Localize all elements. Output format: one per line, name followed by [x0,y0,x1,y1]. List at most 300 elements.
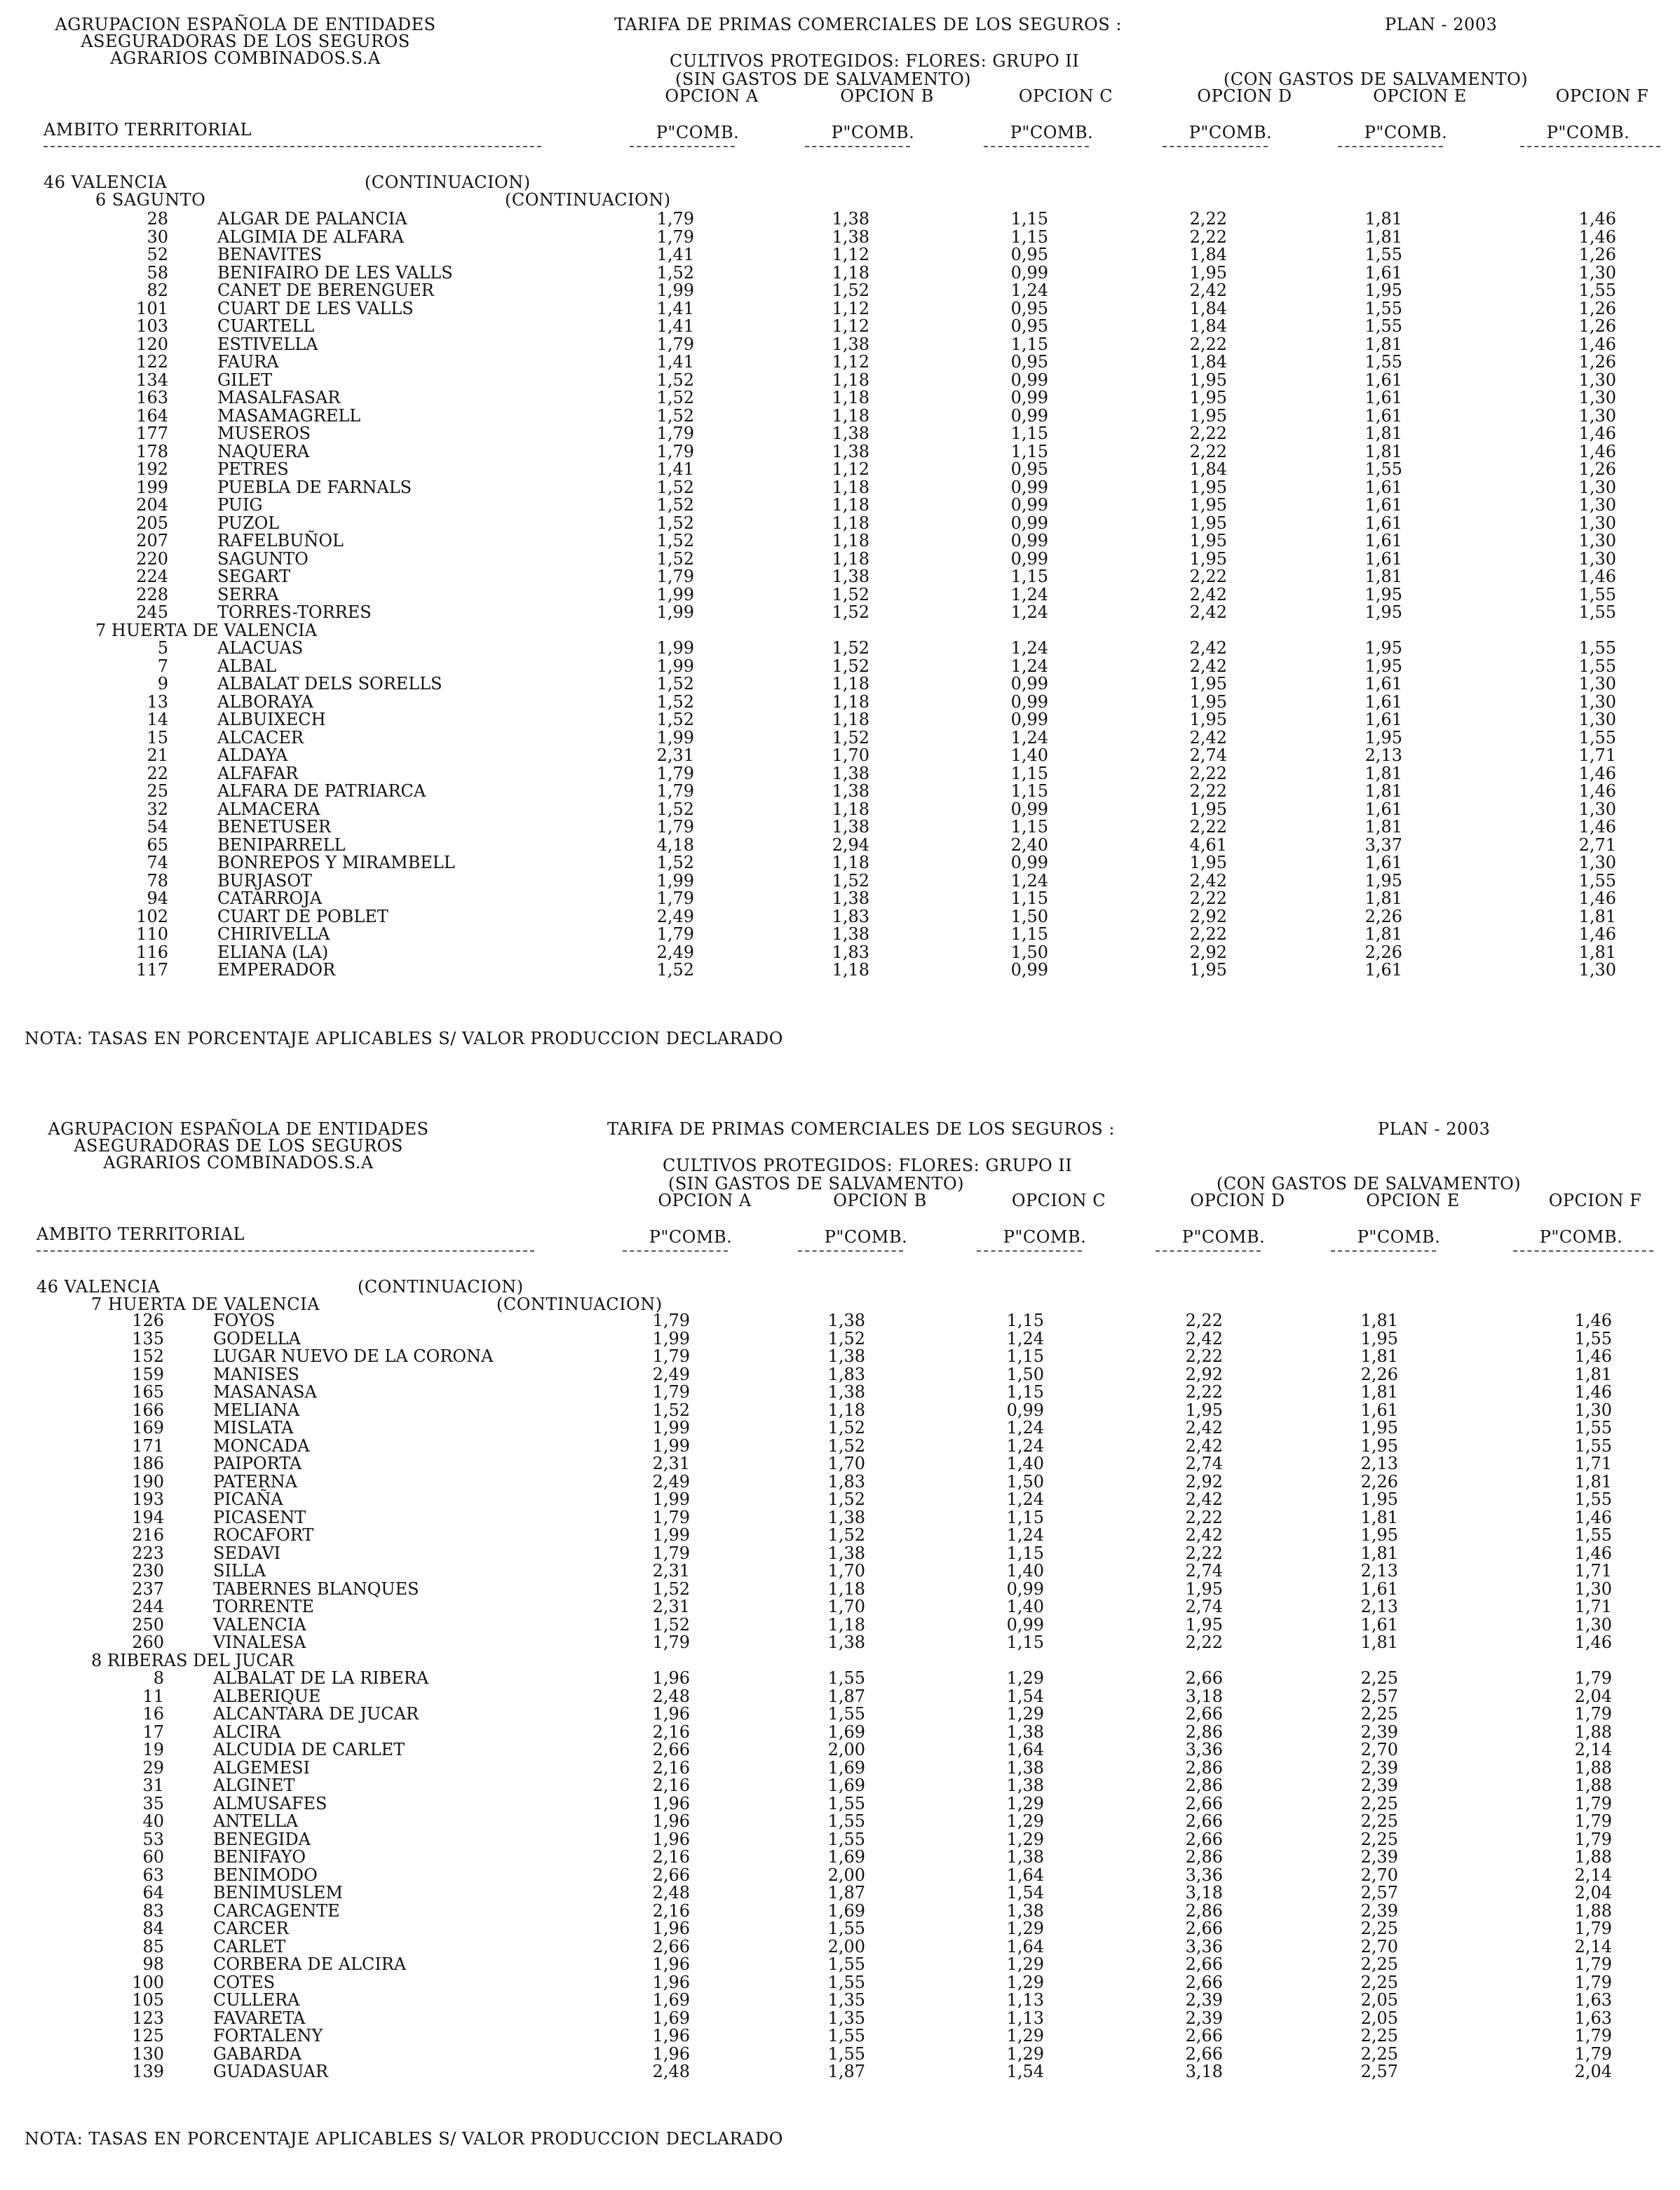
municipality-name: LUGAR NUEVO DE LA CORONA [213,1346,494,1366]
rate-option-a: 1,79 [652,1507,690,1527]
table-row [0,407,1680,426]
rate-option-c: 1,15 [1010,817,1048,837]
municipality-code: 31 [142,1776,164,1795]
col-f-label: P"COMB. [1546,123,1630,142]
rate-option-c: 1,15 [1006,1507,1044,1527]
rate-option-a: 2,31 [652,1454,690,1473]
rate-option-d: 2,42 [1185,1328,1223,1349]
header-rule [1156,1250,1261,1252]
municipality-name: MISLATA [213,1418,294,1438]
rate-option-d: 1,95 [1189,853,1227,872]
rate-option-a: 1,52 [656,799,694,819]
rate-option-b: 1,70 [827,1561,865,1581]
municipality-name: CUART DE POBLET [217,906,388,926]
municipality-code: 122 [136,352,168,372]
rate-option-b: 1,38 [827,1507,865,1527]
table-row [0,1435,1676,1456]
table-row [0,1867,1676,1885]
rate-option-d: 2,92 [1189,942,1227,962]
rate-option-d: 1,95 [1189,548,1227,569]
footnote: NOTA: TASAS EN PORCENTAJE APLICABLES S/ VALOR PRODUCCION DECLARADO [25,1029,783,1048]
rate-option-e: 2,57 [1360,1686,1398,1706]
rate-option-a: 1,52 [656,710,694,729]
rate-option-e: 1,81 [1360,1633,1398,1652]
rate-option-e: 1,95 [1360,1435,1398,1456]
rate-option-b: 2,00 [827,1740,865,1759]
rate-option-a: 1,41 [656,352,694,372]
rate-option-d: 2,86 [1185,1776,1223,1795]
municipality-name: BENIMUSLEM [213,1883,343,1902]
municipality-name: ALCANTARA DE JUCAR [213,1704,419,1724]
rate-option-c: 1,29 [1006,1811,1044,1831]
rate-option-d: 1,95 [1189,710,1227,729]
table-row [0,1813,1676,1831]
header-rule [623,1250,728,1252]
rate-option-a: 1,79 [656,209,694,229]
rate-option-e: 1,61 [1364,388,1402,407]
rate-option-a: 1,79 [656,227,694,247]
province-continuation: (CONTINUACION) [365,173,531,192]
rate-option-e: 1,81 [1364,209,1402,229]
rate-option-b: 1,52 [827,1418,865,1438]
rate-option-b: 1,38 [832,817,869,837]
municipality-name: CARCAGENTE [213,1900,340,1921]
municipality-code: 7 [157,656,168,676]
municipality-name: SEGART [217,567,291,586]
rate-option-f: 1,81 [1578,942,1616,962]
tariff-rows [0,210,1680,980]
rate-option-c: 1,24 [1010,870,1048,891]
municipality-code: 16 [142,1704,164,1724]
rate-option-d: 2,22 [1185,1311,1223,1330]
municipality-code: 94 [147,888,168,908]
rate-option-e: 1,61 [1360,1614,1398,1635]
municipality-name: SAGUNTO [217,548,309,569]
table-row [0,515,1680,533]
rate-option-c: 1,38 [1006,1757,1044,1778]
section-heading: 7 HUERTA DE VALENCIA [91,1295,320,1314]
municipality-name: MUSEROS [217,424,311,443]
header-rule [1513,1250,1653,1252]
rate-option-d: 2,42 [1189,584,1227,604]
rate-option-b: 1,38 [832,781,869,801]
con-gastos-label: (CON GASTOS DE SALVAMENTO) [1224,69,1529,89]
municipality-code: 8 [153,1668,164,1688]
rate-option-e: 1,95 [1364,280,1402,300]
rate-option-a: 1,96 [652,2026,690,2046]
municipality-code: 82 [147,280,168,300]
municipality-code: 5 [157,638,168,658]
header-rule [1520,146,1660,147]
rate-option-f: 1,81 [1574,1471,1612,1492]
table-row [0,550,1680,569]
rate-option-f: 2,71 [1578,834,1616,855]
rate-option-c: 1,13 [1006,1990,1044,2010]
table-row [0,336,1680,354]
municipality-name: MASAMAGRELL [217,405,361,426]
rate-option-a: 2,48 [652,2062,690,2081]
rate-option-c: 0,99 [1010,853,1048,872]
org-line-1: AGRUPACION ESPAÑOLA DE ENTIDADES [55,15,436,34]
municipality-name: BENAVITES [217,245,323,264]
rate-option-f: 1,81 [1578,906,1616,926]
rate-option-d: 2,39 [1185,2008,1223,2028]
rate-option-a: 1,52 [652,1614,690,1635]
municipality-code: 228 [136,584,168,604]
rate-option-e: 2,70 [1360,1936,1398,1956]
rate-option-e: 2,13 [1364,745,1402,765]
table-row [0,389,1680,407]
municipality-name: FAVARETA [213,2008,306,2028]
col-b-label: P"COMB. [824,1227,908,1247]
col-b-label: P"COMB. [831,123,915,142]
rate-option-b: 1,38 [832,424,869,443]
tariff-title: TARIFA DE PRIMAS COMERCIALES DE LOS SEGUROS : [607,1119,1115,1139]
rate-option-c: 1,50 [1010,906,1048,926]
rate-option-c: 0,95 [1010,316,1048,336]
rate-option-f: 2,14 [1574,1740,1612,1759]
rate-option-a: 1,52 [652,1579,690,1599]
rate-option-f: 1,30 [1578,531,1616,550]
rate-option-d: 1,95 [1189,495,1227,515]
rate-option-a: 1,52 [656,477,694,497]
municipality-name: ALFAFAR [217,763,299,783]
rate-option-c: 0,99 [1010,548,1048,569]
table-row [0,1527,1676,1545]
rate-option-b: 1,38 [832,227,869,247]
rate-option-f: 2,04 [1574,1883,1612,1902]
municipality-name: ALBORAYA [217,691,313,712]
header-rule [798,1250,903,1252]
rate-option-c: 0,99 [1010,388,1048,407]
rate-option-c: 2,40 [1010,834,1048,855]
rate-option-a: 1,79 [656,763,694,783]
municipality-name: ALBUIXECH [217,710,326,729]
municipality-code: 207 [136,531,168,550]
table-row [0,372,1680,390]
municipality-name: PAIPORTA [213,1454,302,1473]
rate-option-d: 1,95 [1189,799,1227,819]
municipality-name: GABARDA [213,2043,302,2064]
municipality-code: 164 [136,405,168,426]
rate-option-c: 0,99 [1010,477,1048,497]
rate-option-c: 0,99 [1010,674,1048,694]
municipality-name: FOYOS [213,1311,276,1330]
rate-option-c: 0,99 [1010,691,1048,712]
rate-option-b: 1,69 [827,1722,865,1742]
rate-option-a: 1,99 [656,280,694,300]
rate-option-e: 2,70 [1360,1865,1398,1885]
option-a-header: OPCION A [665,86,759,106]
header-rule [984,146,1089,147]
rate-option-a: 1,96 [652,2043,690,2064]
municipality-name: MANISES [213,1364,299,1384]
option-d-header: OPCION D [1197,86,1292,106]
table-row [0,1634,1676,1652]
rate-option-e: 1,81 [1364,227,1402,247]
rate-option-d: 2,22 [1189,334,1227,354]
municipality-code: 186 [132,1454,164,1473]
option-f-header: OPCION F [1548,1191,1642,1210]
rate-option-d: 2,92 [1185,1471,1223,1492]
table-row [0,1777,1676,1795]
org-line-1: AGRUPACION ESPAÑOLA DE ENTIDADES [48,1119,429,1139]
rate-option-d: 2,66 [1185,1811,1223,1831]
rate-option-a: 1,69 [652,1990,690,2010]
rate-option-b: 1,38 [832,567,869,586]
municipality-code: 74 [147,853,168,872]
rate-option-a: 2,66 [652,1865,690,1885]
table-row [0,783,1680,801]
rate-option-b: 2,00 [827,1865,865,1885]
rate-option-e: 1,81 [1364,763,1402,783]
rate-option-f: 1,30 [1578,960,1616,980]
municipality-name: BENIPARRELL [217,834,346,855]
municipality-name: CUART DE LES VALLS [217,298,414,318]
municipality-name: CARLET [213,1936,286,1956]
header-rule [1331,1250,1436,1252]
rate-option-b: 1,55 [827,1829,865,1849]
municipality-name: BENIMODO [213,1865,318,1885]
municipality-name: PICAÑA [213,1489,283,1509]
municipality-code: 64 [142,1883,164,1902]
rate-option-f: 1,26 [1578,352,1616,372]
table-row [0,1831,1676,1849]
rate-option-c: 1,15 [1010,209,1048,229]
option-d-header: OPCION D [1190,1191,1285,1210]
municipality-code: 28 [147,209,168,229]
table-row [0,658,1680,676]
municipality-name: GODELLA [213,1328,301,1349]
rate-option-e: 1,55 [1364,245,1402,264]
rate-option-f: 1,46 [1578,817,1616,837]
municipality-code: 52 [147,245,168,264]
header-rule [805,146,910,147]
rate-option-a: 1,41 [656,459,694,479]
rate-option-a: 1,99 [652,1525,690,1545]
rate-option-a: 1,96 [652,1793,690,1813]
rate-option-f: 1,30 [1578,799,1616,819]
rate-option-f: 1,26 [1578,459,1616,479]
rate-option-b: 1,38 [832,441,869,461]
rate-option-b: 1,55 [827,1972,865,1992]
rate-option-d: 3,36 [1185,1740,1223,1759]
rate-option-c: 1,29 [1006,1829,1044,1849]
rate-option-e: 2,26 [1364,942,1402,962]
rate-option-e: 1,95 [1360,1418,1398,1438]
municipality-name: ALFARA DE PATRIARCA [217,781,426,801]
rate-option-e: 2,39 [1360,1847,1398,1867]
rate-option-d: 2,66 [1185,1668,1223,1688]
option-a-header: OPCION A [658,1191,752,1210]
ambito-header: AMBITO TERRITORIAL [36,1224,245,1244]
rate-option-f: 1,46 [1574,1633,1612,1652]
rate-option-f: 1,46 [1578,924,1616,944]
rate-option-b: 1,83 [827,1364,865,1384]
section-continuation: (CONTINUACION) [505,190,671,210]
rate-option-c: 1,24 [1006,1489,1044,1509]
municipality-name: CORBERA DE ALCIRA [213,1954,407,1974]
rate-option-a: 1,52 [656,495,694,515]
rate-option-c: 1,50 [1006,1364,1044,1384]
municipality-code: 193 [132,1489,164,1509]
municipality-name: EMPERADOR [217,960,336,980]
rate-option-e: 2,25 [1360,2026,1398,2046]
rate-option-b: 1,52 [832,638,869,658]
rate-option-d: 2,22 [1189,817,1227,837]
table-row [0,1473,1676,1492]
rate-option-e: 2,13 [1360,1597,1398,1616]
table-row [0,1705,1676,1724]
rate-option-f: 1,79 [1574,1954,1612,1974]
rate-option-d: 1,95 [1189,531,1227,550]
municipality-code: 78 [147,870,168,891]
table-row [0,282,1680,300]
rate-option-d: 1,95 [1185,1579,1223,1599]
rate-option-e: 1,55 [1364,459,1402,479]
rate-option-e: 2,57 [1360,1883,1398,1902]
rate-option-b: 1,18 [832,477,869,497]
municipality-code: 85 [142,1936,164,1956]
rate-option-e: 1,61 [1364,531,1402,550]
rate-option-c: 1,50 [1010,942,1048,962]
rate-option-a: 1,79 [652,1382,690,1402]
rate-option-b: 1,18 [832,388,869,407]
table-row [0,747,1680,765]
municipality-name: PICASENT [213,1507,306,1527]
municipality-name: MASALFASAR [217,388,341,407]
municipality-code: 19 [142,1740,164,1759]
rate-option-a: 2,48 [652,1686,690,1706]
rate-option-d: 1,84 [1189,352,1227,372]
rate-option-d: 2,92 [1189,906,1227,926]
municipality-code: 139 [132,2062,164,2081]
rate-option-c: 1,29 [1006,1704,1044,1724]
municipality-code: 224 [136,567,168,586]
rate-option-f: 1,71 [1578,745,1616,765]
table-row [0,890,1680,908]
rate-option-d: 1,84 [1189,245,1227,264]
rate-option-c: 1,24 [1006,1435,1044,1456]
municipality-code: 13 [147,691,168,712]
rate-option-b: 1,18 [827,1614,865,1635]
rate-option-a: 2,66 [652,1936,690,1956]
rate-option-f: 1,88 [1574,1757,1612,1778]
municipality-name: ALGEMESI [213,1757,310,1778]
rate-option-e: 2,25 [1360,1829,1398,1849]
rate-option-b: 1,38 [827,1311,865,1330]
rate-option-d: 1,95 [1185,1614,1223,1635]
rate-option-e: 1,61 [1364,405,1402,426]
rate-option-a: 4,18 [656,834,694,855]
rate-option-e: 1,95 [1364,727,1402,748]
rate-option-a: 2,48 [652,1883,690,1902]
municipality-code: 237 [132,1579,164,1599]
col-e-label: P"COMB. [1364,123,1448,142]
rate-option-b: 1,69 [827,1900,865,1921]
rate-option-d: 2,42 [1189,602,1227,622]
table-row [0,1884,1676,1902]
rate-option-d: 2,42 [1189,870,1227,891]
table-row [0,1509,1676,1527]
rate-option-d: 1,95 [1189,513,1227,533]
rate-option-b: 1,18 [832,710,869,729]
tariff-title: TARIFA DE PRIMAS COMERCIALES DE LOS SEGUROS : [614,15,1122,34]
rate-option-f: 1,55 [1578,602,1616,622]
rate-option-b: 1,87 [827,2062,865,2081]
rate-option-c: 1,15 [1010,227,1048,247]
table-row [0,461,1680,479]
rate-option-d: 2,22 [1185,1543,1223,1563]
rate-option-c: 1,24 [1006,1525,1044,1545]
rate-option-f: 2,14 [1574,1936,1612,1956]
municipality-name: MELIANA [213,1400,300,1420]
rate-option-c: 0,99 [1010,799,1048,819]
rate-option-e: 1,95 [1360,1525,1398,1545]
municipality-code: 116 [136,942,168,962]
municipality-code: 134 [136,370,168,390]
rate-option-b: 1,18 [832,799,869,819]
municipality-code: 159 [132,1364,164,1384]
rate-option-a: 1,79 [652,1633,690,1652]
rate-option-b: 1,69 [827,1757,865,1778]
rate-option-a: 1,52 [656,853,694,872]
rate-option-c: 0,99 [1010,960,1048,980]
rate-option-a: 1,41 [656,298,694,318]
rate-option-d: 2,22 [1189,781,1227,801]
rate-option-a: 1,79 [656,567,694,586]
rate-option-e: 2,25 [1360,1704,1398,1724]
rate-option-b: 1,18 [827,1579,865,1599]
rate-option-e: 1,81 [1360,1382,1398,1402]
table-row [0,729,1680,748]
municipality-code: 130 [132,2043,164,2064]
header-rule [1338,146,1443,147]
option-b-header: OPCION B [840,86,934,106]
rate-option-d: 2,66 [1185,1793,1223,1813]
municipality-name: CHIRIVELLA [217,924,330,944]
rate-option-a: 1,79 [656,817,694,837]
rate-option-f: 1,46 [1574,1311,1612,1330]
municipality-name: PETRES [217,459,289,479]
rate-option-a: 1,99 [656,656,694,676]
rate-option-c: 1,64 [1006,1936,1044,1956]
rate-option-e: 2,39 [1360,1900,1398,1921]
rate-option-b: 2,00 [827,1936,865,1956]
table-row [0,1491,1676,1509]
rate-option-c: 0,95 [1010,352,1048,372]
rate-option-f: 1,46 [1578,424,1616,443]
rate-option-a: 2,16 [652,1757,690,1778]
table-row [0,1902,1676,1921]
rate-option-e: 1,61 [1364,548,1402,569]
province-heading: 46 VALENCIA [36,1277,161,1297]
rate-option-d: 2,66 [1185,1829,1223,1849]
rate-option-b: 1,83 [832,942,869,962]
rate-option-e: 1,95 [1364,870,1402,891]
rate-option-c: 1,40 [1006,1454,1044,1473]
rate-option-b: 1,18 [832,548,869,569]
municipality-code: 245 [136,602,168,622]
municipality-name: CANET DE BERENGUER [217,280,434,300]
rate-option-f: 1,71 [1574,1561,1612,1581]
municipality-code: 14 [147,710,168,729]
rate-option-c: 1,29 [1006,1668,1044,1688]
table-row [0,1956,1676,1974]
rate-option-b: 1,18 [832,674,869,694]
rate-option-a: 1,96 [652,1668,690,1688]
rate-option-e: 2,39 [1360,1722,1398,1742]
